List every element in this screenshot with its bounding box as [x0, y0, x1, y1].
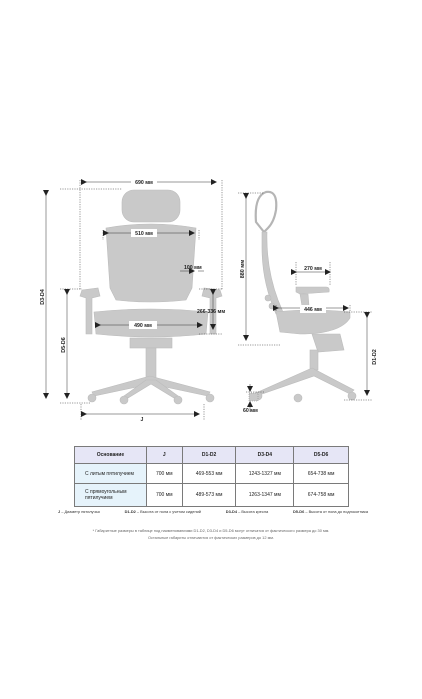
- dim-arm-height: 266-336 мм: [197, 309, 226, 315]
- footnote: Остальные габариты отличаются от фактических размеров до 12 мм.: [147, 535, 275, 540]
- front-headrest: [122, 190, 180, 222]
- table-header-row: [75, 447, 349, 464]
- legend-key: D5-D6: [293, 509, 305, 514]
- header-j: J: [146, 447, 182, 464]
- front-gas-lift: [146, 348, 156, 378]
- dim-arm-depth: 270 мм: [304, 266, 322, 272]
- cell-base-line1: С прямоугольным: [85, 488, 127, 495]
- dim-caster: 60 мм: [243, 408, 258, 414]
- front-base: [92, 376, 210, 396]
- side-seat: [276, 310, 350, 334]
- header-d1d2: D1-D2: [182, 447, 236, 464]
- dim-d5-d6: D5-D6: [61, 337, 67, 353]
- table-row: [75, 484, 349, 507]
- legend-key: D1-D2: [124, 509, 136, 514]
- cell-d5d6: 654-738 мм: [294, 464, 349, 484]
- cell-d3d4: 1243-1327 мм: [236, 464, 294, 484]
- dim-seat-width: 490 мм: [134, 323, 152, 329]
- dim-back-width: 510 мм: [135, 231, 153, 237]
- header-base: Основание: [75, 447, 147, 464]
- cell-d3d4: 1263-1347 мм: [236, 484, 294, 507]
- legend-item: [293, 509, 368, 514]
- legend-key: D3-D4: [225, 509, 238, 514]
- legend-text: – Высота кресла: [237, 509, 269, 514]
- side-view-chair: [254, 192, 356, 402]
- cell-base: С литым пятилучием: [75, 464, 147, 484]
- front-view-chair: [80, 190, 222, 404]
- front-caster: [206, 394, 214, 402]
- dim-back-height: 880 мм: [240, 259, 246, 279]
- front-mechanism: [130, 338, 172, 348]
- cell-d5d6: 674-758 мм: [294, 484, 349, 507]
- footnote: * Габаритные размеры в таблице под наименованиями D1-D2, D3-D4 и D5-D6 могут отличатся от фактического размера до 30 мм.: [92, 528, 330, 533]
- dim-width-total: 690 мм: [135, 180, 153, 186]
- legend-item: [58, 509, 100, 514]
- front-caster: [120, 396, 128, 404]
- cell-j: 700 мм: [146, 464, 182, 484]
- front-caster: [88, 394, 96, 402]
- legend-text: – Высота от пола до подлокотника: [304, 509, 368, 514]
- dim-seat-depth: 446 мм: [304, 307, 322, 313]
- dim-d3-d4: D3-D4: [40, 289, 46, 305]
- legend: [58, 509, 368, 514]
- side-headrest: [256, 192, 277, 232]
- table-row: [75, 464, 349, 484]
- header-d5d6: D5-D6: [294, 447, 349, 464]
- cell-base-line2: пятилучием: [85, 495, 113, 501]
- legend-key: J: [58, 509, 61, 514]
- legend-item: [226, 509, 268, 514]
- spec-table: [74, 446, 349, 507]
- front-caster: [174, 396, 182, 404]
- cell-j: 700 мм: [146, 484, 182, 507]
- cell-base: [75, 484, 147, 507]
- dim-j: J: [140, 417, 144, 423]
- cell-d1d2: 489-573 мм: [182, 484, 236, 507]
- dim-arm-gap: 100 мм: [184, 265, 202, 271]
- legend-text: – Диаметр пятилучья: [60, 509, 100, 514]
- legend-item: [125, 509, 201, 514]
- side-backrest: [262, 232, 283, 314]
- dim-d1-d2: D1-D2: [372, 349, 378, 365]
- header-d3d4: D3-D4: [236, 447, 294, 464]
- legend-text: – Высота от пола с учетом сидений: [135, 509, 201, 514]
- side-armrest: [296, 287, 329, 294]
- side-base: [258, 368, 354, 394]
- cell-d1d2: 469-553 мм: [182, 464, 236, 484]
